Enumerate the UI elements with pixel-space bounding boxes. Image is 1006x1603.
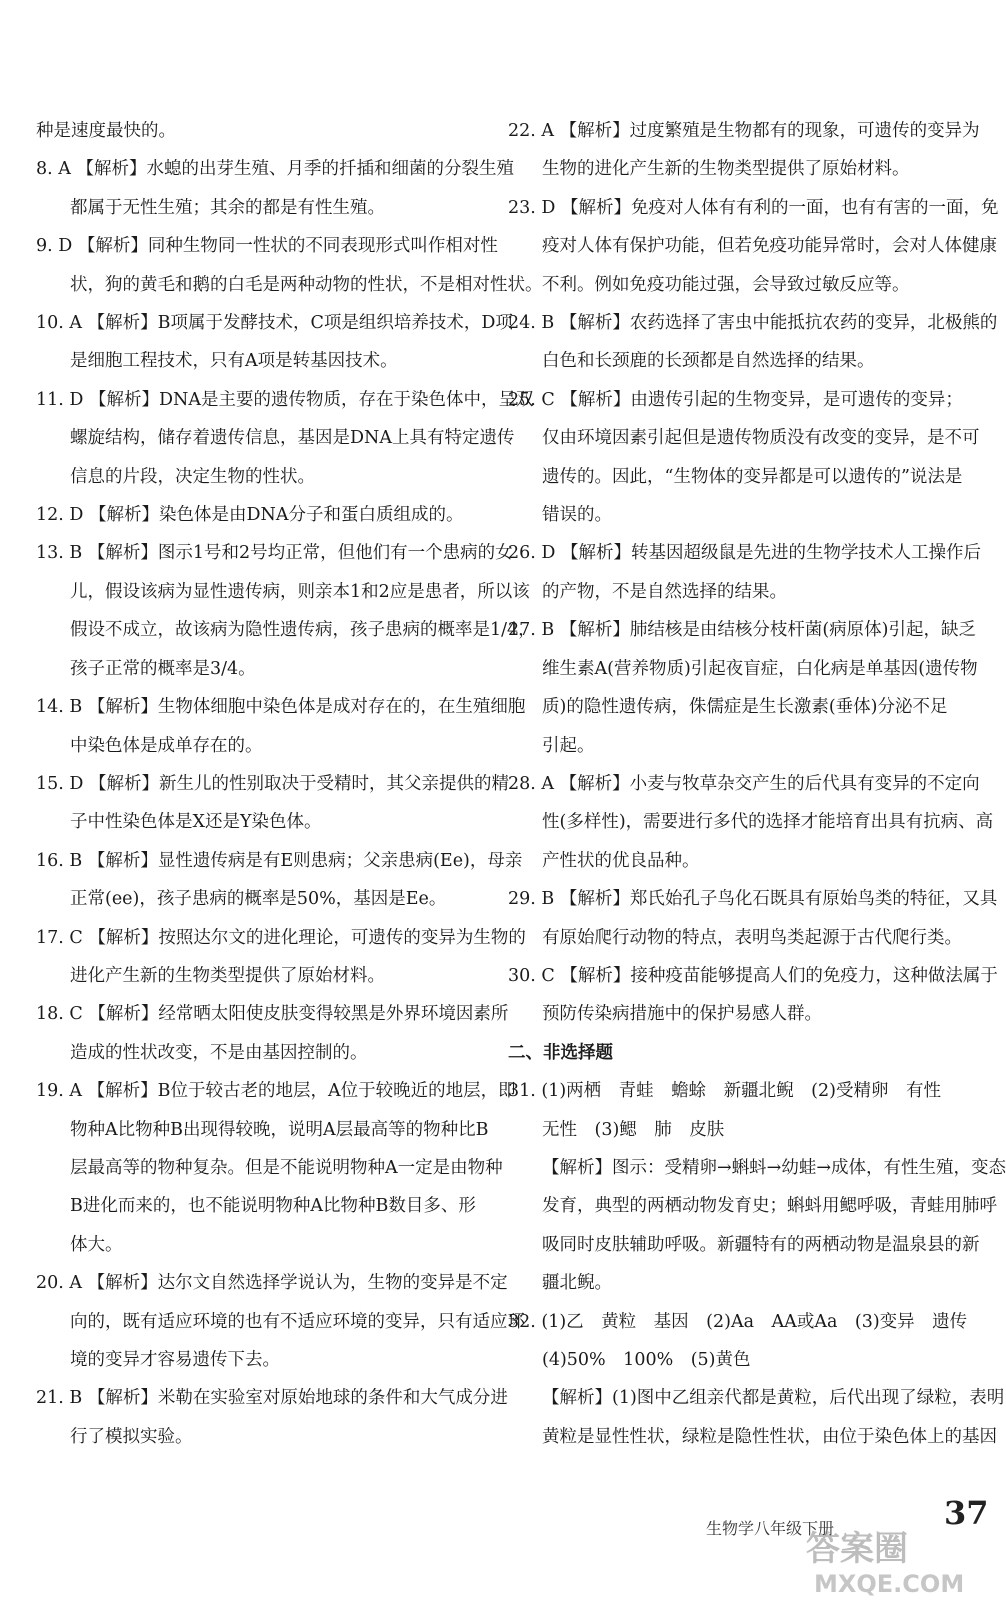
answer-line: 状，狗的黄毛和鹅的白毛是两种动物的性状，不是相对性状。: [70, 274, 543, 295]
answer-item: [508, 1072, 1006, 1302]
answer-item: [508, 1303, 1005, 1457]
answer-line: 无性 (3)鳃 肺 皮肤: [542, 1119, 725, 1140]
answer-line: 质)的隐性遗传病，侏儒症是生长激素(垂体)分泌不足: [542, 697, 948, 718]
footer-subject: 生物学八年级下册: [706, 1519, 835, 1538]
answer-line: 行了模拟实验。: [70, 1426, 193, 1447]
answer-line: 28. A 【解析】小麦与牧草杂交产生的后代具有变异的不定向: [508, 773, 980, 794]
answer-line: B进化而来的，也不能说明物种A比物种B数目多、形: [70, 1196, 476, 1217]
answer-line: 19. A 【解析】B位于较古老的地层，A位于较晚近的地层，即: [36, 1081, 516, 1102]
answer-line: 30. C 【解析】接种疫苗能够提高人们的免疫力，这种做法属于: [508, 965, 998, 986]
answer-line: 子中性染色体是X还是Y染色体。: [70, 812, 322, 833]
answer-line: 黄粒是显性性状，绿粒是隐性性状，由位于染色体上的基因: [542, 1426, 997, 1447]
answer-line: 21. B 【解析】米勒在实验室对原始地球的条件和大气成分进: [36, 1388, 508, 1409]
answer-line: 维生素A(营养物质)引起夜盲症，白化病是单基因(遗传物: [542, 658, 978, 679]
answer-line: 体大。: [70, 1234, 123, 1255]
answer-line: 螺旋结构，储存着遗传信息，基因是DNA上具有特定遗传: [70, 428, 515, 449]
answer-line: 产性状的优良品种。: [542, 850, 700, 871]
answer-line: 32. (1)乙 黄粒 基因 (2)Aa AA或Aa (3)变异 遗传: [508, 1311, 968, 1332]
answer-line: 【解析】图示：受精卵→蝌蚪→幼蛙→成体，有性生殖，变态: [542, 1157, 1006, 1178]
answer-line: 24. B 【解析】农药选择了害虫中能抵抗农药的变异，北极熊的: [508, 313, 998, 334]
answer-line: 白色和长颈鹿的长颈都是自然选择的结果。: [542, 351, 875, 372]
answer-line: 16. B 【解析】显性遗传病是有E则患病；父亲患病(Ee)，母亲: [36, 850, 523, 871]
answer-line: 的产物，不是自然选择的结果。: [542, 581, 787, 602]
answer-line: 吸同时皮肤辅助呼吸。新疆特有的两栖动物是温泉县的新: [542, 1234, 980, 1255]
answer-line: 有原始爬行动物的特点，表明鸟类起源于古代爬行类。: [542, 927, 962, 948]
answer-line: 29. B 【解析】郑氏始孔子鸟化石既具有原始鸟类的特征，又具: [508, 889, 998, 910]
answer-line: (4)50% 100% (5)黄色: [542, 1350, 751, 1370]
answer-item: [508, 112, 980, 189]
answer-line: 中染色体是成单存在的。: [70, 735, 263, 756]
left-column: [36, 112, 543, 1456]
answer-item: [36, 1072, 516, 1264]
answer-line: 生物的进化产生新的生物类型提供了原始材料。: [542, 159, 910, 180]
answer-line: 物种A比物种B出现得较晚，说明A层最高等的物种比B: [70, 1119, 489, 1140]
answer-item: [508, 957, 998, 1034]
page-number: 37: [944, 1494, 989, 1532]
answer-item: [36, 765, 509, 842]
answer-line: 是细胞工程技术，只有A项是转基因技术。: [70, 351, 398, 372]
answer-line: 13. B 【解析】图示1号和2号均正常，但他们有一个患病的女: [36, 543, 513, 564]
answer-item: [36, 381, 534, 496]
answer-line: 发育，典型的两栖动物发育史；蝌蚪用鳃呼吸，青蛙用肺呼: [542, 1196, 997, 1217]
answer-item: [508, 304, 998, 381]
answer-line: 性(多样性)，需要进行多代的选择才能培育出具有抗病、高: [542, 812, 994, 833]
answer-line: 预防传染病措施中的保护易感人群。: [542, 1004, 822, 1025]
answer-line: 进化产生新的生物类型提供了原始材料。: [70, 965, 385, 986]
answer-line: 25. C 【解析】由遗传引起的生物变异，是可遗传的变异；: [508, 389, 963, 410]
answer-line: 假设不成立，故该病为隐性遗传病，孩子患病的概率是1/4，: [70, 620, 536, 641]
answer-line: 向的，既有适应环境的也有不适应环境的变异，只有适应环: [70, 1311, 525, 1332]
right-column: [508, 112, 1006, 1456]
answer-line: 错误的。: [542, 505, 612, 526]
answer-line: 不利。例如免疫功能过强，会导致过敏反应等。: [542, 274, 910, 295]
answer-line: 20. A 【解析】达尔文自然选择学说认为，生物的变异是不定: [36, 1273, 508, 1294]
answer-line: 12. D 【解析】染色体是由DNA分子和蛋白质组成的。: [36, 505, 464, 526]
answer-item: [508, 189, 999, 304]
answer-line: 疫对人体有保护功能，但若免疫功能异常时，会对人体健康: [542, 236, 997, 257]
answer-line: 疆北鲵。: [542, 1273, 612, 1294]
answer-line: 孩子正常的概率是3/4。: [70, 658, 256, 679]
answer-item: [508, 765, 994, 880]
answer-line: 31. (1)两栖 青蛙 蟾蜍 新疆北鲵 (2)受精卵 有性: [508, 1081, 941, 1102]
watermark-logo: [800, 1520, 990, 1598]
answer-item: [36, 496, 478, 534]
watermark-brand: 答案圈: [806, 1529, 908, 1569]
answer-line: 18. C 【解析】经常晒太阳使皮肤变得较黑是外界环境因素所: [36, 1004, 509, 1025]
answer-line: 9. D 【解析】同种生物同一性状的不同表现形式叫作相对性: [36, 236, 498, 257]
answer-line: 22. A 【解析】过度繁殖是生物都有的现象，可遗传的变异为: [508, 121, 980, 141]
answer-line: 信息的片段，决定生物的性状。: [70, 466, 315, 487]
answer-line: 8. A 【解析】水螅的出芽生殖、月季的扦插和细菌的分裂生殖: [36, 159, 514, 180]
answer-line: 儿，假设该病为显性遗传病，则亲本1和2应是患者，所以该: [70, 581, 530, 602]
answer-line: 11. D 【解析】DNA是主要的遗传物质，存在于染色体中，呈双: [36, 389, 534, 410]
answer-line: 正常(ee)，孩子患病的概率是50%，基因是Ee。: [70, 889, 447, 910]
answer-line: 层最高等的物种复杂。但是不能说明物种A一定是由物种: [70, 1157, 503, 1178]
answer-item: [508, 534, 981, 611]
answer-item: [36, 919, 526, 996]
answer-item: [508, 880, 998, 957]
answer-item: [36, 112, 478, 150]
answer-line: 境的变异才容易遗传下去。: [70, 1350, 280, 1370]
answer-line: 种是速度最快的。: [36, 121, 176, 141]
answer-item: [36, 1264, 525, 1379]
answer-line: 10. A 【解析】B项属于发酵技术，C项是组织培养技术，D项: [36, 313, 513, 334]
answer-line: 26. D 【解析】转基因超级鼠是先进的生物学技术人工操作后: [508, 543, 981, 564]
section-title: 二、非选择题: [508, 1042, 613, 1063]
answer-line: 仅由环境因素引起但是遗传物质没有改变的变异，是不可: [542, 428, 980, 449]
answer-line: 【解析】(1)图中乙组亲代都是黄粒，后代出现了绿粒，表明: [542, 1388, 1005, 1409]
answer-line: 27. B 【解析】肺结核是由结核分枝杆菌(病原体)引起，缺乏: [508, 620, 976, 641]
answer-item: [36, 688, 526, 765]
answer-item: [36, 227, 543, 304]
answer-item: [36, 534, 536, 688]
answer-item: [508, 611, 978, 765]
answer-line: 遗传的。因此，“生物体的变异都是可以遗传的”说法是: [542, 466, 963, 487]
answer-line: 都属于无性生殖；其余的都是有性生殖。: [70, 197, 385, 218]
answer-line: 15. D 【解析】新生儿的性别取决于受精时，其父亲提供的精: [36, 773, 509, 794]
answer-item: [508, 381, 980, 535]
watermark-url: MXQE.COM: [814, 1570, 965, 1598]
answer-line: 14. B 【解析】生物体细胞中染色体是成对存在的，在生殖细胞: [36, 697, 526, 718]
answer-line: 23. D 【解析】免疫对人体有有利的一面，也有有害的一面，免: [508, 197, 999, 218]
answer-item: [36, 995, 509, 1072]
answer-item: [36, 842, 523, 919]
answer-item: [36, 1379, 508, 1456]
answer-line: 17. C 【解析】按照达尔文的进化理论，可遗传的变异为生物的: [36, 927, 526, 948]
answer-line: 造成的性状改变，不是由基因控制的。: [70, 1042, 368, 1063]
answer-item: [36, 304, 513, 381]
answer-line: 引起。: [542, 735, 595, 756]
answer-item: [36, 150, 514, 227]
